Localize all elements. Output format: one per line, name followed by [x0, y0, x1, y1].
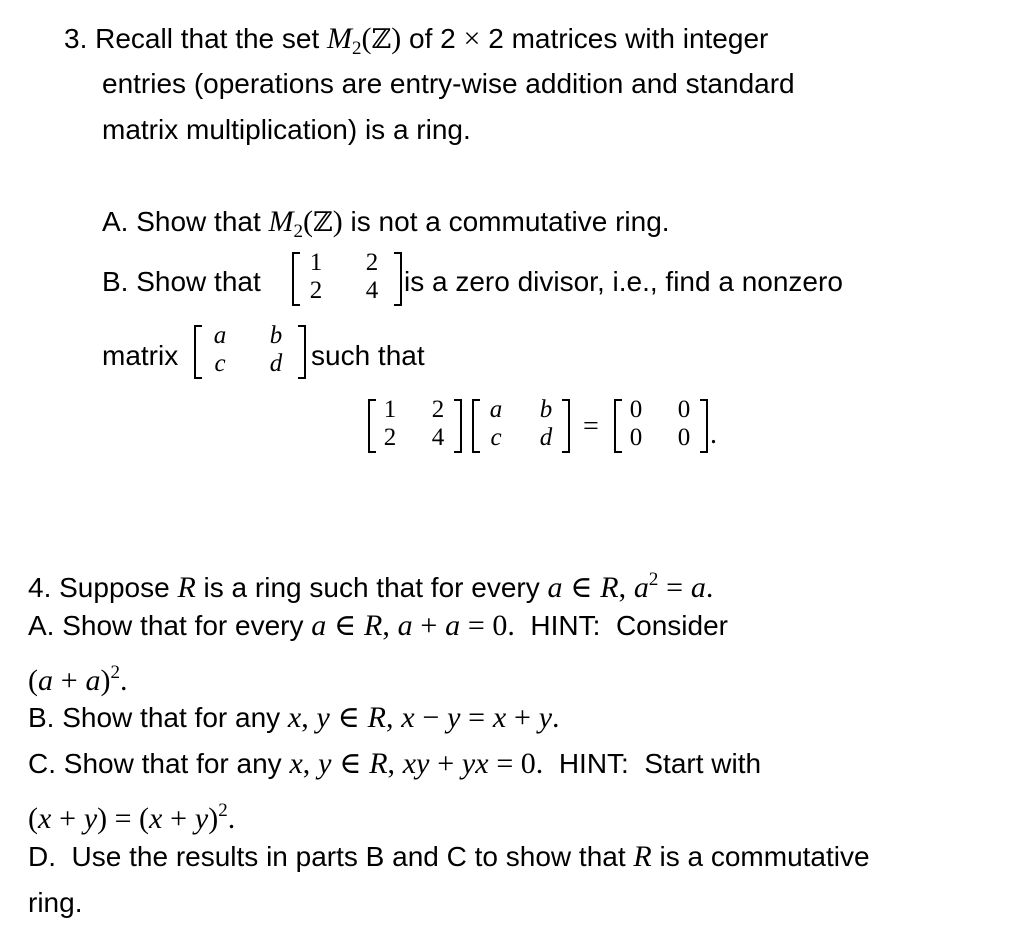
equals-sign: =: [583, 411, 599, 442]
p3-part-b-suffix: is a zero divisor, i.e., find a nonzero: [404, 266, 843, 297]
p3-such-that: such that: [311, 340, 425, 371]
equation-matrix-given: [368, 397, 462, 455]
bracket-right: [394, 252, 402, 306]
p4-part-d-2: ring.: [28, 887, 83, 918]
matrix-cell: 0: [677, 424, 691, 451]
p3-line-2: entries (operations are entry-wise addition and standard: [102, 68, 795, 99]
p4-part-c-2: $(x + y) = (x + y)^2$.: [28, 800, 236, 835]
bracket-left: [292, 252, 300, 306]
matrix-cell: 1: [383, 396, 397, 423]
p3-line-1: 3. Recall that the set $M_2(ℤ)$ of 2 × 2 matrices with integer: [64, 22, 769, 59]
p4-part-c-1: C. Show that for any x, y ∈ R, xy + yx = 0. HINT: Start with: [28, 747, 762, 780]
p3-matrix-word: matrix: [102, 340, 179, 371]
matrix-cell: a: [213, 322, 227, 349]
matrix-cell: d: [539, 424, 553, 451]
matrix-cell: 1: [309, 249, 323, 276]
p4-part-a-2: $(a + a)^2$.: [28, 662, 128, 697]
matrix-cell: 2: [365, 249, 379, 276]
matrix-cell: c: [490, 424, 502, 451]
period: .: [710, 419, 717, 450]
matrix-cell: 4: [431, 424, 445, 451]
bracket-right: [562, 399, 570, 453]
matrix-cell: c: [214, 350, 226, 377]
matrix-cell: a: [489, 396, 503, 423]
matrix-var-inline: [194, 323, 306, 381]
matrix-cell: 2: [309, 277, 323, 304]
equation-matrix-var: [472, 397, 570, 455]
equation-matrix-zero: [614, 397, 708, 455]
p3-part-b-prefix: B. Show that: [102, 266, 261, 297]
matrix-cell: 2: [383, 424, 397, 451]
p4-part-a-1: A. Show that for every a ∈ R, a + a = 0. HINT: Consider: [28, 609, 728, 642]
p3-line-3: matrix multiplication) is a ring.: [102, 114, 471, 145]
matrix-cell: 4: [365, 277, 379, 304]
p4-part-d-1: D. Use the results in parts B and C to show that R is a commutative: [28, 840, 870, 873]
bracket-right: [700, 399, 708, 453]
matrix-cell: 2: [431, 396, 445, 423]
bracket-left: [472, 399, 480, 453]
bracket-left: [194, 325, 202, 379]
p4-part-b: B. Show that for any x, y ∈ R, x − y = x + y.: [28, 701, 560, 734]
bracket-right: [454, 399, 462, 453]
bracket-right: [298, 325, 306, 379]
matrix-cell: 0: [629, 424, 643, 451]
matrix-cell: d: [269, 350, 283, 377]
matrix-cell: 0: [629, 396, 643, 423]
matrix-cell: 0: [677, 396, 691, 423]
p3-part-a: A. Show that $M_2(ℤ)$ is not a commutative ring.: [102, 205, 670, 242]
matrix-cell: b: [539, 396, 553, 423]
matrix-cell: b: [269, 322, 283, 349]
matrix-given-inline: [292, 250, 402, 308]
p4-statement: 4. Suppose R is a ring such that for every a ∈ R, $a^2 = a$.: [28, 569, 714, 604]
bracket-left: [368, 399, 376, 453]
bracket-left: [614, 399, 622, 453]
